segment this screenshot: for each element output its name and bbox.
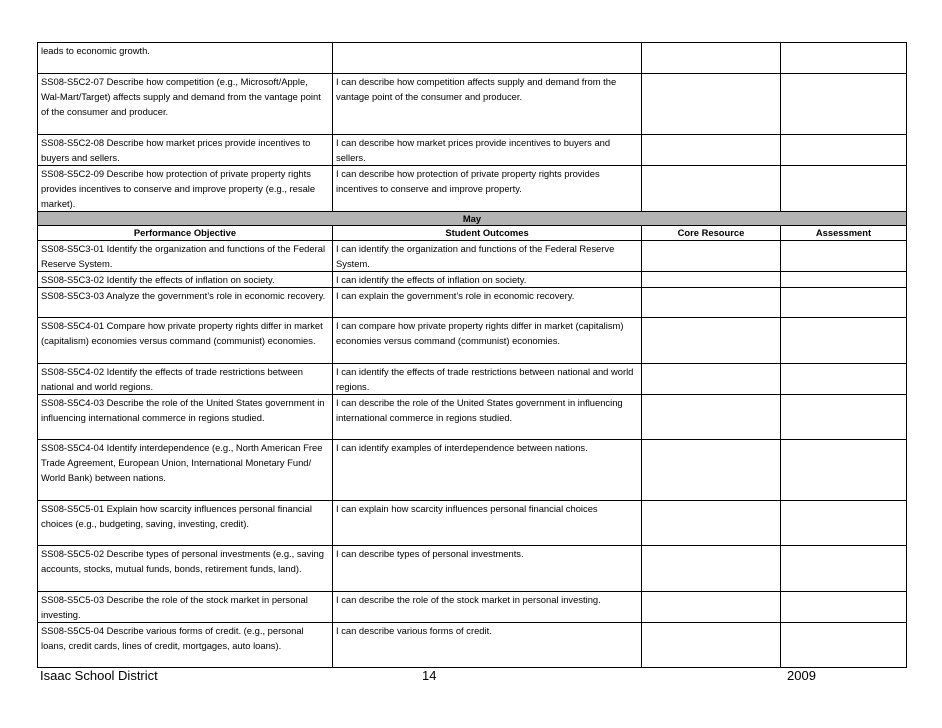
resource-cell (642, 74, 781, 135)
outcome-cell: I can explain the government’s role in economic recovery. (333, 288, 642, 318)
objective-cell: SS08-S5C3-02 Identify the effects of inflation on society. (38, 272, 333, 288)
assessment-cell (781, 592, 907, 623)
resource-cell (642, 395, 781, 440)
assessment-cell (781, 74, 907, 135)
resource-cell (642, 592, 781, 623)
resource-cell (642, 364, 781, 395)
objective-cell: SS08-S5C2-07 Describe how competition (e.g., Microsoft/Apple, Wal-Mart/Target) affects supply and demand from the vantage point of the consumer and producer. (38, 74, 333, 135)
assessment-cell (781, 318, 907, 364)
objective-cell: SS08-S5C5-01 Explain how scarcity influences personal financial choices (e.g., budgeting, saving, investing, credit). (38, 501, 333, 546)
table-row (38, 241, 907, 272)
outcome-cell (333, 43, 642, 74)
table-row (38, 318, 907, 364)
assessment-cell (781, 166, 907, 212)
assessment-cell (781, 43, 907, 74)
table-row (38, 74, 907, 135)
resource-cell (642, 272, 781, 288)
resource-cell (642, 623, 781, 668)
outcome-cell: I can identify examples of interdependence between nations. (333, 440, 642, 501)
outcome-cell: I can explain how scarcity influences personal financial choices (333, 501, 642, 546)
assessment-cell (781, 546, 907, 592)
outcome-cell: I can describe types of personal investments. (333, 546, 642, 592)
table-row (38, 623, 907, 668)
table-row (38, 43, 907, 74)
assessment-cell (781, 241, 907, 272)
table-row (38, 272, 907, 288)
resource-cell (642, 288, 781, 318)
objective-cell: SS08-S5C5-03 Describe the role of the stock market in personal investing. (38, 592, 333, 623)
assessment-cell (781, 501, 907, 546)
outcome-cell: I can identify the effects of trade restrictions between national and world regions. (333, 364, 642, 395)
objective-cell: SS08-S5C4-03 Describe the role of the United States government in influencing international commerce in regions studied. (38, 395, 333, 440)
assessment-cell (781, 623, 907, 668)
resource-cell (642, 501, 781, 546)
objective-cell: SS08-S5C5-04 Describe various forms of credit. (e.g., personal loans, credit cards, lines of credit, mortgages, auto loans). (38, 623, 333, 668)
header-objective: Performance Objective (38, 226, 333, 241)
resource-cell (642, 440, 781, 501)
resource-cell (642, 241, 781, 272)
table-row (38, 440, 907, 501)
objective-cell: leads to economic growth. (38, 43, 333, 74)
objective-cell: SS08-S5C5-02 Describe types of personal investments (e.g., saving accounts, stocks, mutual funds, bonds, retirement funds, land). (38, 546, 333, 592)
objective-cell: SS08-S5C4-01 Compare how private property rights differ in market (capitalism) economies versus command (communist) economies. (38, 318, 333, 364)
outcome-cell: I can describe the role of the stock market in personal investing. (333, 592, 642, 623)
resource-cell (642, 546, 781, 592)
outcome-cell: I can describe how competition affects supply and demand from the vantage point of the consumer and producer. (333, 74, 642, 135)
table-row (38, 364, 907, 395)
objective-cell: SS08-S5C2-08 Describe how market prices provide incentives to buyers and sellers. (38, 135, 333, 166)
assessment-cell (781, 364, 907, 395)
header-outcome: Student Outcomes (333, 226, 642, 241)
resource-cell (642, 318, 781, 364)
outcome-cell: I can identify the organization and functions of the Federal Reserve System. (333, 241, 642, 272)
resource-cell (642, 43, 781, 74)
assessment-cell (781, 135, 907, 166)
objective-cell: SS08-S5C3-03 Analyze the government’s role in economic recovery. (38, 288, 333, 318)
table-row (38, 592, 907, 623)
resource-cell (642, 135, 781, 166)
header-row (38, 226, 907, 241)
outcome-cell: I can identify the effects of inflation on society. (333, 272, 642, 288)
footer-district: Isaac School District (40, 668, 158, 683)
outcome-cell: I can describe the role of the United States government in influencing international commerce in regions studied. (333, 395, 642, 440)
outcome-cell: I can describe how market prices provide incentives to buyers and sellers. (333, 135, 642, 166)
objective-cell: SS08-S5C4-04 Identify interdependence (e.g., North American Free Trade Agreement, European Union, International Monetary Fund/ World Bank) between nations. (38, 440, 333, 501)
footer-year: 2009 (787, 668, 816, 683)
curriculum-table (37, 42, 907, 668)
section-row (38, 212, 907, 226)
header-assessment: Assessment (781, 226, 907, 241)
objective-cell: SS08-S5C3-01 Identify the organization and functions of the Federal Reserve System. (38, 241, 333, 272)
assessment-cell (781, 288, 907, 318)
section-title: May (38, 212, 907, 226)
resource-cell (642, 166, 781, 212)
outcome-cell: I can describe various forms of credit. (333, 623, 642, 668)
table-row (38, 395, 907, 440)
table-row (38, 288, 907, 318)
outcome-cell: I can compare how private property rights differ in market (capitalism) economies versus command (communist) economies. (333, 318, 642, 364)
objective-cell: SS08-S5C4-02 Identify the effects of trade restrictions between national and world regions. (38, 364, 333, 395)
header-resource: Core Resource (642, 226, 781, 241)
assessment-cell (781, 272, 907, 288)
outcome-cell: I can describe how protection of private property rights provides incentives to conserve and improve property. (333, 166, 642, 212)
table-row (38, 501, 907, 546)
assessment-cell (781, 440, 907, 501)
table-row (38, 135, 907, 166)
footer-page-number: 14 (422, 668, 437, 683)
table-row (38, 546, 907, 592)
assessment-cell (781, 395, 907, 440)
objective-cell: SS08-S5C2-09 Describe how protection of private property rights provides incentives to conserve and improve property (e.g., resale market). (38, 166, 333, 212)
table-row (38, 166, 907, 212)
